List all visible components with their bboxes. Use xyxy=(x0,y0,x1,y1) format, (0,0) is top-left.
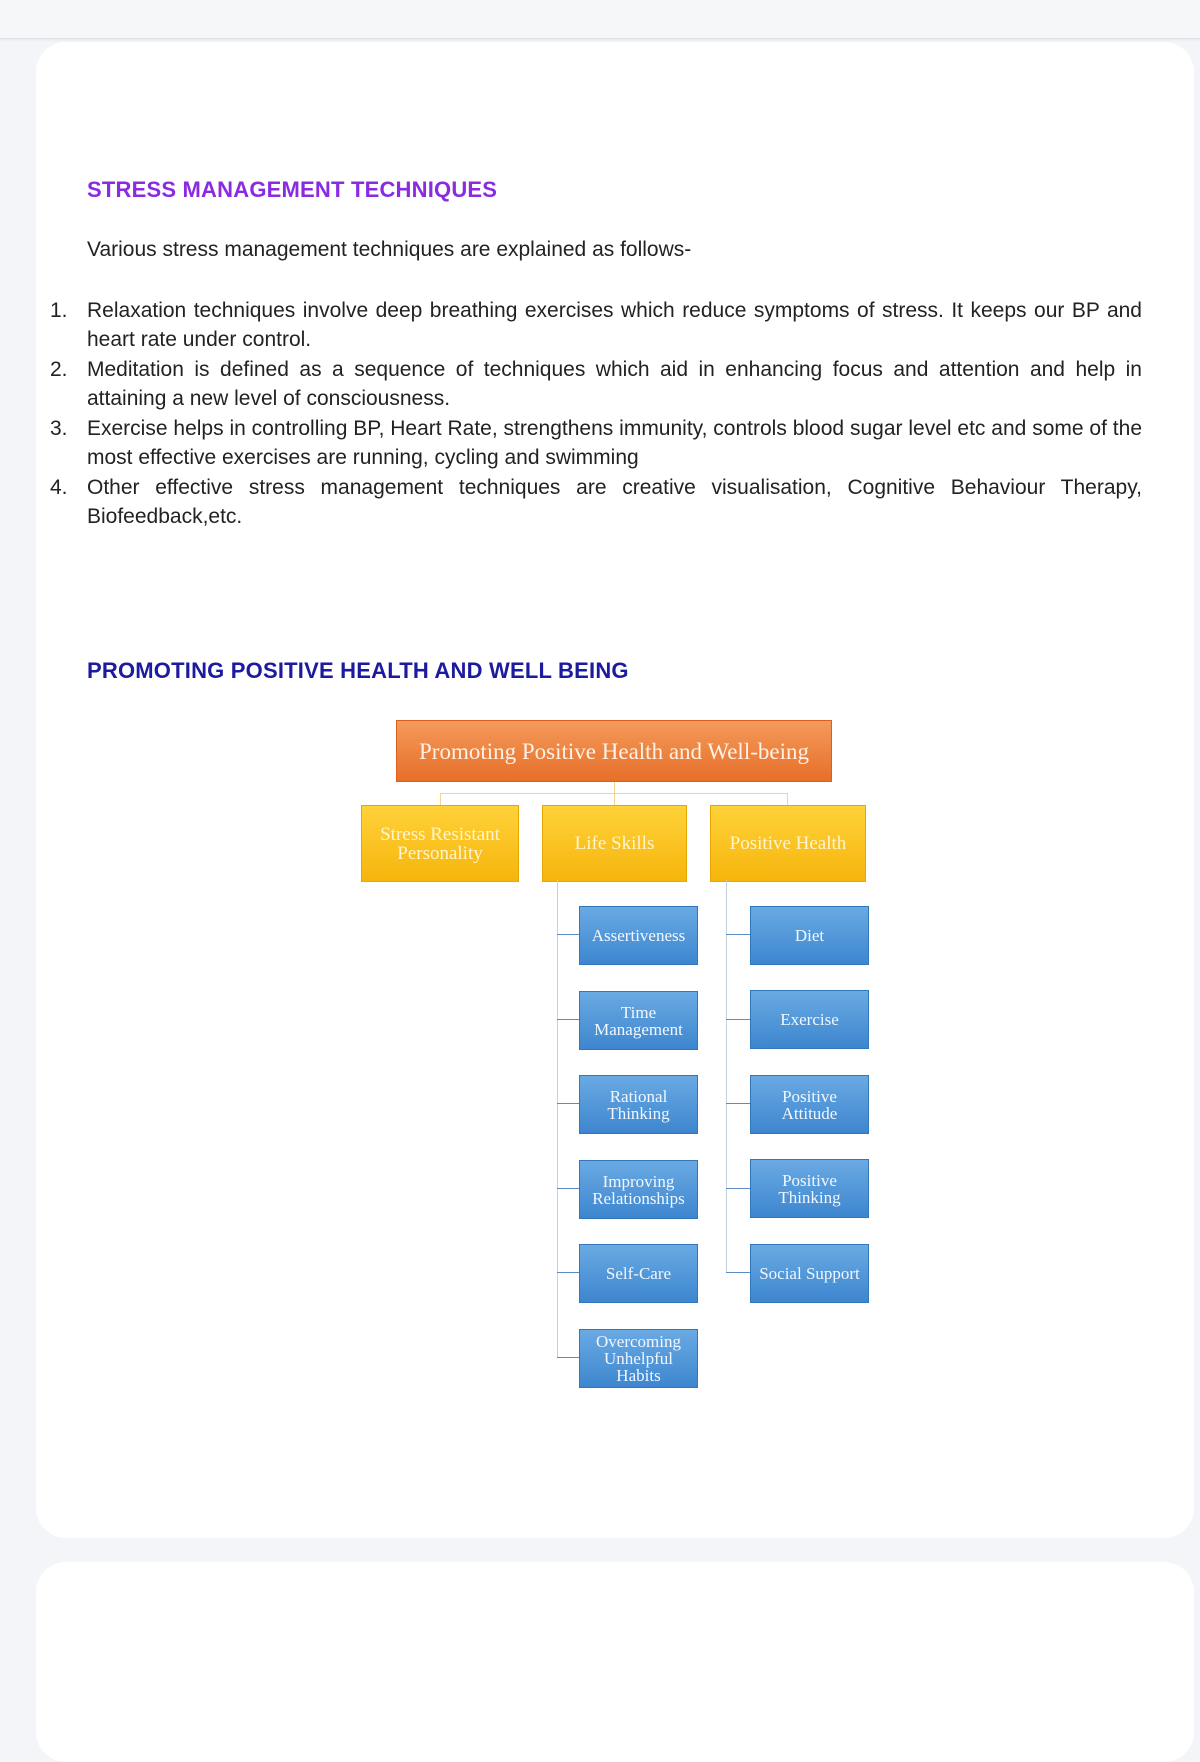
connector xyxy=(557,1188,579,1189)
chart-node-label: Life Skills xyxy=(574,833,655,854)
chart-node-rational-thinking xyxy=(579,1075,698,1134)
chart-node-assertiveness xyxy=(579,906,698,965)
chart-node-label: Improving Relationships xyxy=(592,1171,685,1208)
intro-text: Various stress management techniques are explained as follows- xyxy=(87,238,692,261)
connector xyxy=(557,1103,579,1104)
chart-node-improving-relationships xyxy=(579,1160,698,1219)
chart-node-time-management xyxy=(579,991,698,1050)
chart-node-exercise xyxy=(750,990,869,1049)
chart-node-label: Stress Resistant Personality xyxy=(380,823,500,864)
chart-node-label: Exercise xyxy=(780,1010,839,1029)
chart-node-label: Positive Health xyxy=(729,833,847,854)
connector xyxy=(726,1103,750,1104)
chart-node-positive-attitude xyxy=(750,1075,869,1134)
list-number: 3. xyxy=(50,417,68,440)
connector xyxy=(726,880,727,1273)
connector xyxy=(440,793,441,805)
list-number: 1. xyxy=(50,299,68,322)
list-item-text: Exercise helps in controlling BP, Heart Rate, strengthens immunity, controls blood sugar level etc and some of the most effective exercises are running, cycling and swimming xyxy=(87,417,1142,469)
list-item-text: Meditation is defined as a sequence of techniques which aid in enhancing focus and attention and help in attaining a new level of consciousness. xyxy=(87,358,1142,410)
section-heading-promoting: PROMOTING POSITIVE HEALTH AND WELL BEING xyxy=(87,658,629,683)
chart-node-positive-health xyxy=(710,805,866,882)
list-item-text: Other effective stress management techniques are creative visualisation, Cognitive Behaviour Therapy, Biofeedback,etc. xyxy=(87,476,1142,528)
chart-node-label: Self-Care xyxy=(605,1264,672,1283)
chart-node-social-support xyxy=(750,1244,869,1303)
connector xyxy=(614,793,615,805)
connector xyxy=(557,880,558,1358)
connector xyxy=(726,934,750,935)
chart-node-diet xyxy=(750,906,869,965)
chart-node-label: Overcoming Unhelpful Habits xyxy=(596,1332,681,1385)
list-item-text: Relaxation techniques involve deep breathing exercises which reduce symptoms of stress. It keeps our BP and heart rate under control. xyxy=(87,299,1142,351)
chart-root-label: Promoting Positive Health and Well-being xyxy=(419,738,809,764)
list-item xyxy=(50,296,1142,354)
techniques-list xyxy=(50,296,1142,532)
chart-root-box xyxy=(396,720,832,782)
next-content-card xyxy=(36,1562,1194,1762)
chart-node-positive-thinking xyxy=(750,1159,869,1218)
connector xyxy=(726,1019,750,1020)
section-heading-stress: STRESS MANAGEMENT TECHNIQUES xyxy=(87,177,498,202)
list-item xyxy=(50,414,1142,472)
connector xyxy=(557,934,579,935)
list-number: 2. xyxy=(50,358,68,381)
chart-node-stress-resistant xyxy=(361,805,519,882)
connector xyxy=(557,1019,579,1020)
chart-node-label: Social Support xyxy=(759,1264,860,1283)
connector xyxy=(726,1188,750,1189)
connector xyxy=(726,1272,750,1273)
connector xyxy=(787,793,788,805)
chart-node-life-skills xyxy=(542,805,687,882)
chart-node-label: Positive Attitude xyxy=(781,1086,838,1123)
list-item xyxy=(50,355,1142,413)
chart-node-label: Assertiveness xyxy=(591,926,686,945)
connector xyxy=(557,1272,579,1273)
list-number: 4. xyxy=(50,476,68,499)
chart-node-self-care xyxy=(579,1244,698,1303)
list-item xyxy=(50,473,1142,531)
chart-node-label: Rational Thinking xyxy=(607,1086,670,1123)
top-bar xyxy=(0,0,1200,39)
chart-node-label: Positive Thinking xyxy=(778,1170,841,1207)
chart-node-overcoming-habits xyxy=(579,1329,698,1388)
connector xyxy=(557,1357,579,1358)
chart-node-label: Diet xyxy=(794,926,825,945)
content-card xyxy=(36,42,1194,1538)
chart-node-label: Time Management xyxy=(594,1002,683,1039)
